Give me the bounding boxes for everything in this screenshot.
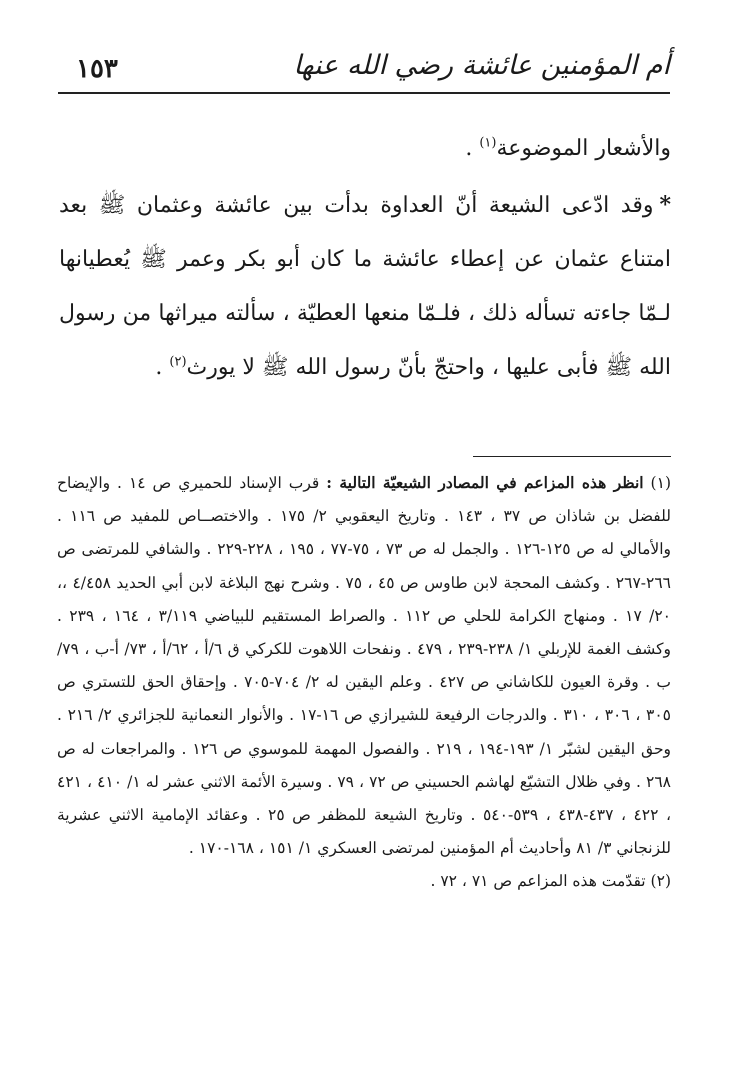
header-divider bbox=[58, 92, 670, 94]
footnote-ref-1[interactable]: (١) bbox=[479, 135, 497, 151]
footnote-2 bbox=[57, 865, 671, 898]
footnote-1-text: قرب الإسناد للحميري ص ١٤ . والإيضاح للفضل بن شاذان ص ٣٧ ، ١٤٣ . وتاريخ اليعقوبي ٢/ ١٧٥ . والاختصــاص للمفيد ص ١١٦ . والأمالي له ص ١٢٥-١٢٦ . والجمل له ص ٧٣ ، ٧٥-٧٧ ، ١٩٥ ، ٢٢٨-٢٢٩ . والشافي للمرتضى ص ٢٦٦-٢٦٧ . وكشف المحجة لابن طاوس ص ٤٥ ، ٧٥ . وشرح نهج البلاغة لابن أبي الحديد ٤/٤٥٨ ،، ٢٠/ ١٧ . ومنهاج الكرامة للحلي ص ١١٢ . والصراط المستقيم للبياضي ٣/١١٩ ، ١٦٤ ، ٢٣٩ . وكشف الغمة للإربلي ١/ ٢٣٨-٢٣٩ ، ٤٧٩ . ونفحات اللاهوت للكركي ق ٦/أ ، ٦٢/أ ، ٧٣/ أ-ب ، ٧٩/ ب . وقرة العيون للكاشاني ص ٤٢٧ . وعلم اليقين له ٢/ ٧٠٤-٧٠٥ . وإحقاق الحق للتستري ص ٣٠٥ ، ٣٠٦ ، ٣١٠ . والدرجات الرفيعة للشيرازي ص ١٦-١٧ . والأنوار النعمانية للجزائري ٢/ ٢١٦ . وحق اليقين لشبّر ١/ ١٩٣-١٩٤ ، ٢١٩ . والفصول المهمة للموسوي ص ١٢٦ . والمراجعات له ص ٢٦٨ . وفي ظلال التشيّع لهاشم الحسيني ص ٧٢ ، ٧٩ . وسيرة الأئمة الاثني عشر له ١/ ٤١٠ ، ٤٢١ ، ٤٢٢ ، ٤٣٧-٤٣٨ ، ٥٣٩-٥٤٠ . وتاريخ الشيعة للمظفر ص ٢٥ . وعقائد الإمامية الاثني عشرية للزنجاني ٣/ ٨١ وأحاديث أم المؤمنين لمرتضى العسكري ١/ ١٥١ ، ١٦٨-١٧٠ . bbox=[57, 474, 672, 858]
paragraph-2 bbox=[59, 178, 671, 395]
footnote-2-text: تقدّمت هذه المزاعم ص ٧١ ، ٧٢ . bbox=[430, 872, 646, 891]
asterisk-marker: * bbox=[659, 192, 671, 218]
footnotes bbox=[57, 466, 671, 899]
paragraph-2-end: . bbox=[155, 355, 170, 380]
footnote-2-number: (٢) bbox=[650, 872, 671, 891]
footnote-separator bbox=[473, 456, 671, 457]
footnote-1-lead: انظر هذه المزاعم في المصادر الشيعيّة التالية : bbox=[326, 473, 644, 492]
main-text bbox=[59, 122, 671, 395]
running-header bbox=[58, 48, 670, 94]
footnote-1 bbox=[57, 466, 671, 865]
paragraph-1 bbox=[59, 122, 671, 176]
paragraph-2-text: وقد ادّعى الشيعة أنّ العداوة بدأت بين عائشة وعثمان ﷺ بعد امتناع عثمان عن إعطاء عائشة ما كان أبو بكر وعمر ﷺ يُعطيانها لـمّا جاءته تسأله ذلك ، فلـمّا منعها العطيّة ، سألته ميراثها من رسول الله ﷺ فأبى عليها ، واحتجّ بأنّ رسول الله ﷺ لا يورث bbox=[59, 193, 671, 380]
paragraph-1-text: والأشعار الموضوعة bbox=[496, 136, 671, 161]
page-number: ١٥٣ bbox=[76, 54, 118, 84]
running-title: أم المؤمنين عائشة رضي الله عنها bbox=[293, 50, 670, 81]
paragraph-1-end: . bbox=[465, 136, 480, 161]
footnote-ref-2[interactable]: (٢) bbox=[169, 354, 187, 370]
footnote-1-number: (١) bbox=[650, 474, 671, 492]
